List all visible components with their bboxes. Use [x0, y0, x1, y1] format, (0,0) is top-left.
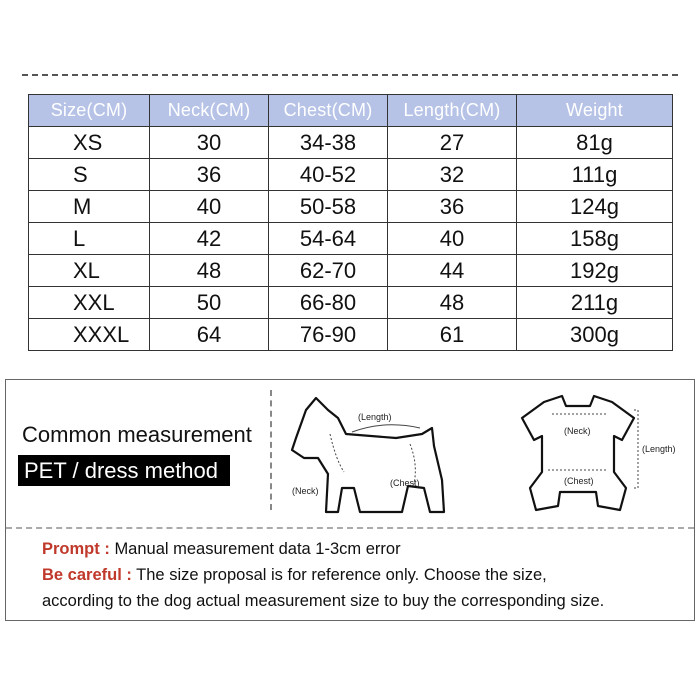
cell-chest: 54-64: [269, 223, 388, 255]
measurement-guide-panel: [5, 379, 695, 621]
cell-neck: 42: [150, 223, 269, 255]
cell-size: XL: [29, 255, 150, 287]
neck-guide-line: [330, 434, 344, 472]
cell-weight: 124g: [517, 191, 673, 223]
cell-length: 40: [388, 223, 517, 255]
cell-size: M: [29, 191, 150, 223]
garment-measurement-diagram: [514, 388, 694, 518]
cell-length: 27: [388, 127, 517, 159]
header-length: Length(CM): [388, 95, 517, 127]
dog-neck-label: (Neck): [292, 486, 319, 496]
garment-chest-label: (Chest): [564, 476, 594, 486]
header-weight: Weight: [517, 95, 673, 127]
prompt-text: Manual measurement data 1-3cm error: [114, 540, 401, 558]
cell-neck: 50: [150, 287, 269, 319]
cell-length: 44: [388, 255, 517, 287]
cell-size: XXXL: [29, 319, 150, 351]
table-row: [29, 223, 673, 255]
cell-neck: 36: [150, 159, 269, 191]
horizontal-dashed-divider: [6, 527, 694, 529]
method-title: Common measurement: [22, 422, 252, 447]
size-chart-table: [28, 94, 673, 351]
length-bracket: [634, 410, 638, 488]
cell-weight: 211g: [517, 287, 673, 319]
cell-chest: 50-58: [269, 191, 388, 223]
cell-chest: 62-70: [269, 255, 388, 287]
cell-neck: 48: [150, 255, 269, 287]
table-row: [29, 255, 673, 287]
cell-chest: 34-38: [269, 127, 388, 159]
dog-length-label: (Length): [358, 412, 392, 422]
table-header-row: [29, 95, 673, 127]
prompt-label: Prompt :: [42, 540, 110, 558]
careful-note: [42, 566, 547, 585]
vertical-dashed-divider: [270, 390, 272, 510]
dog-chest-label: (Chest): [390, 478, 420, 488]
cell-weight: 192g: [517, 255, 673, 287]
cell-neck: 40: [150, 191, 269, 223]
cell-size: S: [29, 159, 150, 191]
cell-neck: 30: [150, 127, 269, 159]
table-row: [29, 127, 673, 159]
cell-size: XXL: [29, 287, 150, 319]
header-size: Size(CM): [29, 95, 150, 127]
cell-weight: 300g: [517, 319, 673, 351]
careful-text: The size proposal is for reference only. Choose the size,: [136, 566, 547, 584]
cell-length: 61: [388, 319, 517, 351]
cell-weight: 81g: [517, 127, 673, 159]
header-chest: Chest(CM): [269, 95, 388, 127]
cell-length: 32: [388, 159, 517, 191]
cell-size: XS: [29, 127, 150, 159]
cell-weight: 158g: [517, 223, 673, 255]
cell-chest: 76-90: [269, 319, 388, 351]
table-row: [29, 159, 673, 191]
cell-size: L: [29, 223, 150, 255]
top-dashed-divider: [22, 74, 678, 76]
table-row: [29, 191, 673, 223]
cell-neck: 64: [150, 319, 269, 351]
cell-length: 36: [388, 191, 517, 223]
careful-note-line2: according to the dog actual measurement size to buy the corresponding size.: [42, 592, 605, 610]
garment-silhouette-icon: [522, 396, 634, 510]
length-guide-line: [352, 425, 420, 432]
cell-chest: 40-52: [269, 159, 388, 191]
careful-label: Be careful :: [42, 566, 132, 584]
cell-weight: 111g: [517, 159, 673, 191]
prompt-note: [42, 540, 401, 559]
method-subtitle: PET / dress method: [18, 455, 230, 486]
cell-chest: 66-80: [269, 287, 388, 319]
header-neck: Neck(CM): [150, 95, 269, 127]
garment-length-label: (Length): [642, 444, 676, 454]
table-row: [29, 287, 673, 319]
garment-neck-label: (Neck): [564, 426, 591, 436]
table-row: [29, 319, 673, 351]
dog-measurement-diagram: [284, 388, 464, 520]
cell-length: 48: [388, 287, 517, 319]
